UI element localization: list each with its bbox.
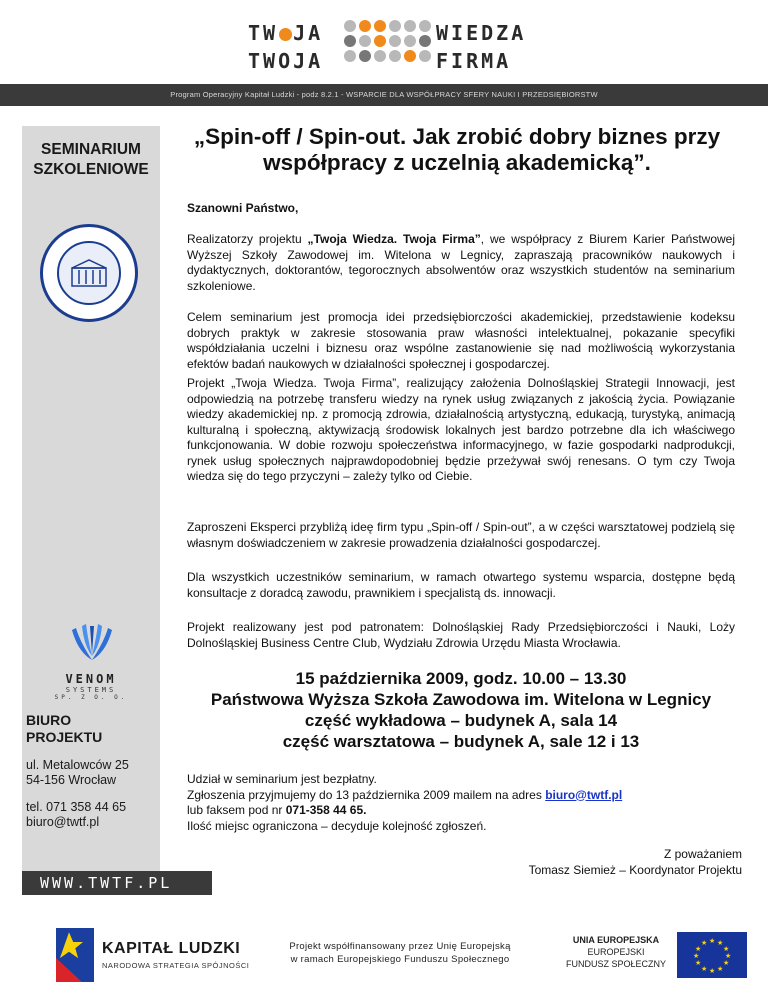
kapital-ludzki-sub: NARODOWA STRATEGIA SPÓJNOŚCI	[102, 961, 250, 970]
office-address: ul. Metalowców 25 54-156 Wrocław	[26, 758, 129, 787]
program-bar: Program Operacyjny Kapitał Ludzki - podz 8.2.1 - WSPARCIE DLA WSPÓŁPRACY SFERY NAUKI I PRZEDSIĘBIORSTW	[0, 84, 768, 106]
header-logo	[248, 18, 538, 78]
greeting: Szanowni Państwo,	[187, 201, 299, 215]
event-workshop-room: część warsztatowa – budynek A, sale 12 i 13	[282, 732, 640, 751]
logo-dots-icon	[344, 20, 431, 62]
cofinancing-note: Projekt współfinansowany przez Unię Europejską w ramach Europejskiego Funduszu Społecznego	[289, 941, 511, 965]
office-contact	[26, 800, 126, 830]
paragraph-consultations: Dla wszystkich uczestników seminarium, w ramach otwartego systemu wsparcia, dostępne będą konsultacje z doradcą zawodu, prawnikiem i specjalistą ds. innowacji.	[187, 570, 735, 600]
website-link[interactable]: WWW.TWTF.PL	[22, 871, 212, 895]
paragraph-intro: Realizatorzy projektu „Twoja Wiedza. Twoja Firma”, we współpracy z Biurem Karier Państwowej Wyższej Szkoły Zawodowej im. Witelona w Legnicy, zapraszają pracowników naukowych i dydaktycznych, doktorantów, tegorocznych absolwentów oraz wszystkich studentów na seminarium szkoleniowe.	[187, 232, 735, 293]
kapital-ludzki-logo-icon	[56, 928, 94, 982]
registration-email-link[interactable]: biuro@twtf.pl	[545, 787, 623, 802]
seminar-title: SEMINARIUM SZKOLENIOWE	[33, 141, 149, 178]
page-title: „Spin-off / Spin-out. Jak zrobić dobry biznes przy współpracy z uczelnią akademicką”.	[193, 124, 721, 175]
closing-signature: Z poważaniem Tomasz Siemież – Koordynator Projektu	[528, 847, 742, 877]
paragraph-patronage: Projekt realizowany jest pod patronatem: Dolnośląskiej Rady Przedsiębiorczości i Nauki, Loży Dolnośląskiej Business Centre Club, Wydziału Zdrowia Urzędu Miasta Wrocławia.	[187, 620, 735, 650]
logo-orange-dot-icon	[279, 28, 292, 41]
event-lecture-room: część wykładowa – budynek A, sala 14	[304, 711, 618, 730]
paragraph-project: Projekt „Twoja Wiedza. Twoja Firma”, realizujący założenia Dolnośląskiej Strategii Innowacji, jest odpowiedzią na potrzebę transferu wiedzy na rynek usług związanych z jakością życia. Powiązanie wiedzy akademickiej np. z promocją zdrowia, działalnością artystyczną, edukacją, turystyką, animacją kulturalną i społeczną, aktywizacją środowisk lokalnych jest bardzo potrzebne dla ich właściwego funkcjonowania. W dobie rozwoju społeczeństwa informacyjnego, w fazie gospodarki nadprodukcji, rynek usług społecznych najprawdopodobniej będzie przeżywał swój renesans. O tym czy Twoja wiedza się do tego przyczyni – zależy tylko od Ciebie.	[187, 376, 735, 483]
logo-line2-left: TWOJA	[248, 49, 324, 73]
registration-info: Udział w seminarium jest bezpłatny. Zgłoszenia przyjmujemy do 13 października 2009 mailem na adres biuro@twtf.pl lub faksem pod nr 071-358 44 65. Ilość miejsc ograniczona – decyduje kolejność zgłoszeń.	[187, 772, 623, 833]
eu-fund-label: UNIA EUROPEJSKA EUROPEJSKI FUNDUSZ SPOŁECZNY	[565, 935, 666, 969]
office-email[interactable]: biuro@twtf.pl	[26, 815, 100, 829]
kapital-ludzki-title: KAPITAŁ LUDZKI	[102, 940, 241, 957]
logo-right-line1: WIEDZA	[436, 21, 527, 45]
event-date: 15 października 2009, godz. 10.00 – 13.30	[295, 669, 627, 688]
event-venue: Państwowa Wyższa Szkoła Zawodowa im. Witelona w Legnicy	[210, 690, 712, 709]
paragraph-experts: Zaproszeni Eksperci przybliżą ideę firm typu „Spin-off / Spin-out”, a w części warsztatowej podzielą się własnym doświadczeniem w zakresie prowadzenia działalności gospodarczej.	[187, 520, 735, 550]
eu-flag-icon: ★ ★ ★ ★ ★ ★ ★ ★ ★ ★ ★ ★	[677, 932, 747, 978]
office-phone: tel. 071 358 44 65	[26, 800, 127, 814]
event-details	[170, 668, 752, 752]
logo-line1-left: TW JA	[248, 21, 324, 45]
logo-right-line2: FIRMA	[436, 49, 512, 73]
footer	[0, 922, 768, 994]
venom-name: VENOM SYSTEMS SP. Z O. O.	[54, 672, 128, 701]
paragraph-goal: Celem seminarium jest promocja idei przedsiębiorczości akademickiej, przedstawienie kodeksu dobrych praktyk w zakresie stosowania praw własności intelektualnej, pokazanie specyfiki współdziałania uczelni i biznesu oraz wspólne zastanowienie się nad możliwością wykorzystania efektów badań naukowych w działalności społecznej i gospodarczej.	[187, 310, 735, 371]
university-seal-icon	[40, 224, 138, 322]
office-title: BIURO PROJEKTU	[26, 712, 103, 745]
